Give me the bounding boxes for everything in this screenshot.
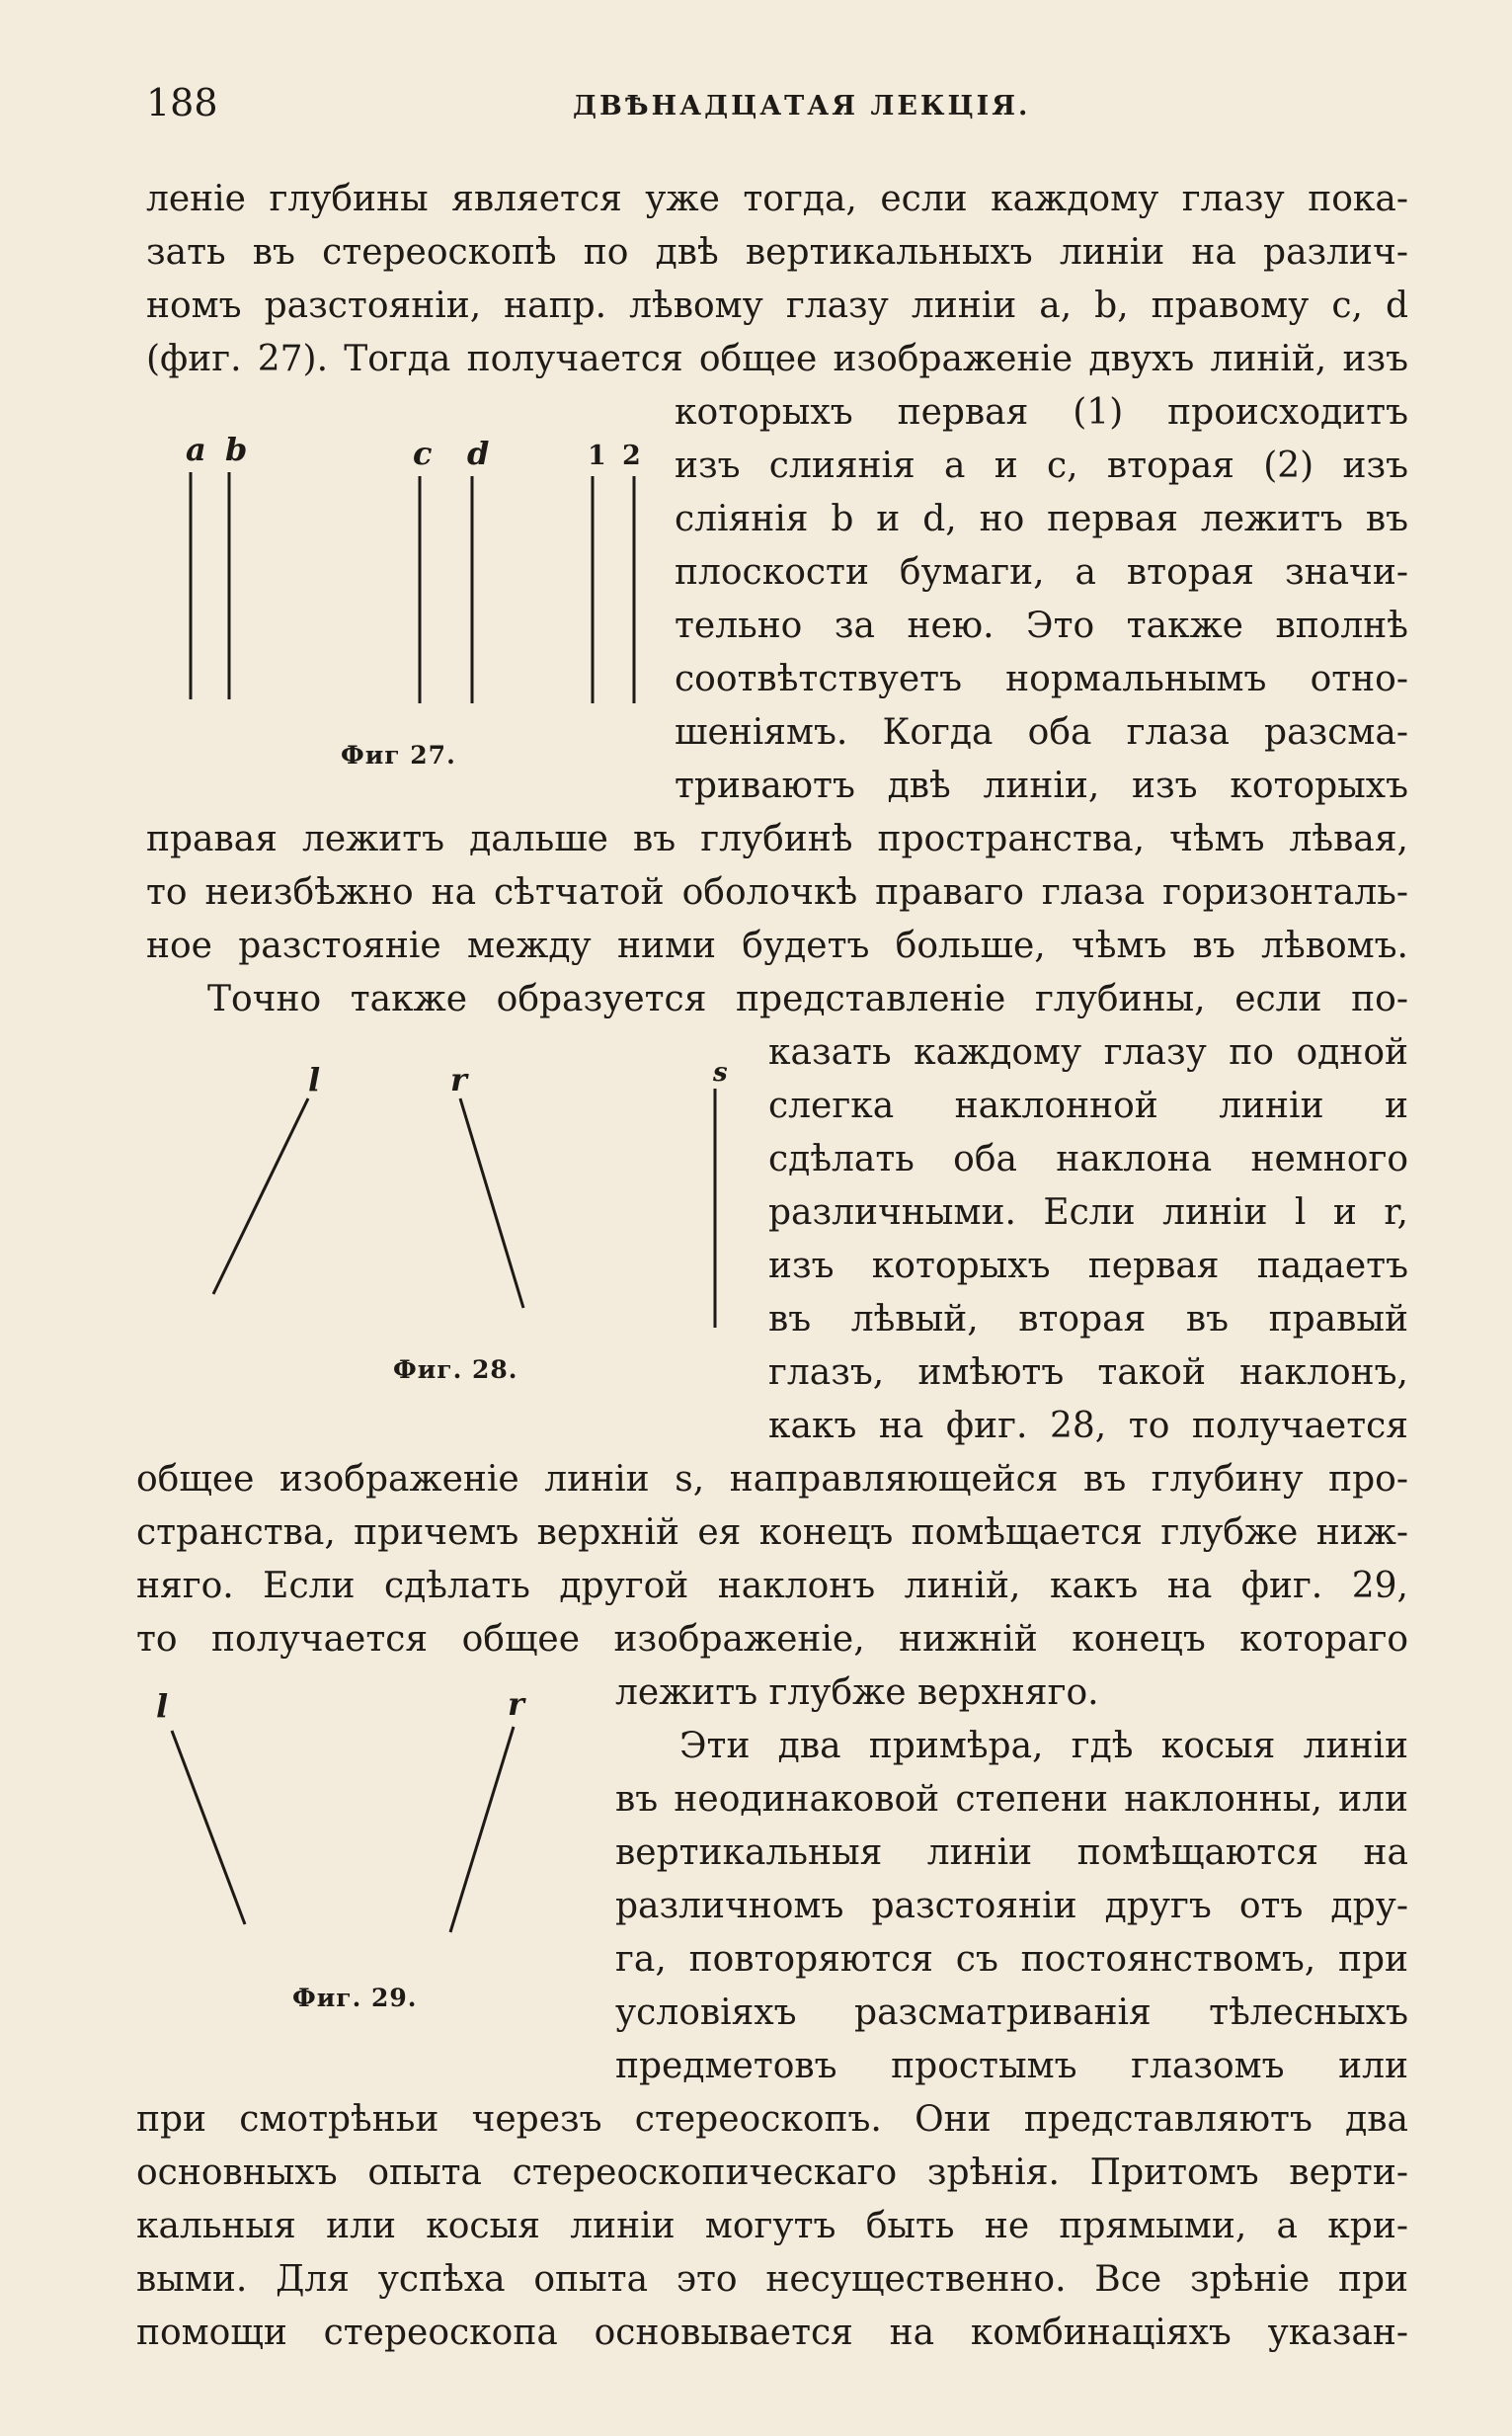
fig27-label-b: b — [225, 431, 248, 468]
text-line: въ неодинаковой степени наклонны, или — [615, 1779, 1408, 1820]
text-line: триваютъ двѣ линіи, изъ которыхъ — [675, 766, 1408, 806]
fig28-label-r: r — [450, 1061, 467, 1098]
text-line: различномъ разстояніи другъ отъ дру- — [615, 1886, 1408, 1926]
fig28-caption: Фиг. 28. — [393, 1355, 518, 1384]
text-line: условіяхъ разсматриванія тѣлесныхъ — [615, 1992, 1408, 2033]
fig27-label-1: 1 — [588, 441, 606, 471]
figure-29 — [0, 0, 612, 2025]
text-line: изъ которыхъ первая падаетъ — [768, 1246, 1408, 1286]
fig27-caption: Фиг 27. — [341, 741, 456, 770]
text-line: вертикальныя линіи помѣщаются на — [615, 1832, 1408, 1873]
text-line: га, повторяются съ постоянствомъ, при — [615, 1939, 1408, 1980]
text-line: шеніямъ. Когда оба глаза разсма- — [675, 712, 1408, 753]
text-line: ное разстояніе между ними будетъ больше, чѣмъ въ лѣвомъ. — [146, 926, 1408, 966]
fig29-line-l — [172, 1731, 245, 1924]
text-line: общее изображеніе линіи s, направляющейся въ глубину про- — [136, 1459, 1408, 1500]
fig29-line-r — [450, 1727, 514, 1932]
text-line: различными. Если линіи l и r, — [768, 1192, 1408, 1233]
text-line: какъ на фиг. 28, то получается — [768, 1406, 1408, 1446]
text-line: соотвѣтствуетъ нормальнымъ отно- — [675, 659, 1408, 699]
fig27-label-c: c — [413, 435, 433, 472]
text-line: Точно также образуется представленіе глубины, если по- — [207, 979, 1408, 1019]
text-line: Эти два примѣра, гдѣ косыя линіи — [679, 1726, 1408, 1766]
text-line: лежитъ глубже верхняго. — [615, 1672, 1099, 1713]
text-line: предметовъ простымъ глазомъ или — [615, 2046, 1408, 2086]
text-line: казать каждому глазу по одной — [768, 1032, 1408, 1073]
fig27-label-d: d — [467, 435, 490, 472]
running-title: ДВѢНАДЦАТАЯ ЛЕКЦІЯ. — [573, 91, 1031, 122]
fig28-label-s: s — [713, 1058, 728, 1088]
text-line: глазъ, имѣютъ такой наклонъ, — [768, 1352, 1408, 1393]
text-line: плоскости бумаги, а вторая значи- — [675, 552, 1408, 593]
text-line: то неизбѣжно на сѣтчатой оболочкѣ праваго глаза горизонталь- — [146, 872, 1408, 913]
text-line: странства, причемъ верхній ея конецъ помѣщается глубже ниж- — [136, 1512, 1408, 1553]
fig27-label-a: a — [186, 431, 206, 468]
text-line: то получается общее изображеніе, нижній конецъ котораго — [136, 1619, 1408, 1660]
text-line: основныхъ опыта стереоскопическаго зрѣнія. Притомъ верти- — [136, 2152, 1408, 2193]
text-line: выми. Для успѣха опыта это несущественно. Все зрѣніе при — [136, 2259, 1408, 2300]
fig29-label-r: r — [508, 1685, 524, 1723]
text-line: зать въ стереоскопѣ по двѣ вертикальныхъ линіи на различ- — [146, 232, 1408, 273]
text-line: правая лежитъ дальше въ глубинѣ пространства, чѣмъ лѣвая, — [146, 819, 1408, 859]
text-line: которыхъ первая (1) происходитъ — [675, 392, 1408, 433]
text-line: изъ слиянія a и c, вторая (2) изъ — [675, 446, 1408, 486]
text-line: сдѣлать оба наклона немного — [768, 1139, 1408, 1179]
page-number: 188 — [146, 81, 218, 124]
text-line: въ лѣвый, вторая въ правый — [768, 1299, 1408, 1340]
text-line: няго. Если сдѣлать другой наклонъ линій, какъ на фиг. 29, — [136, 1566, 1408, 1606]
fig29-caption: Фиг. 29. — [292, 1984, 418, 2012]
text-line: при смотрѣньи черезъ стереоскопъ. Они представляютъ два — [136, 2099, 1408, 2140]
text-line: слегка наклонной линіи и — [768, 1086, 1408, 1126]
text-line: кальныя или косыя линіи могутъ быть не прямыми, а кри- — [136, 2206, 1408, 2246]
fig27-label-2: 2 — [622, 441, 641, 471]
text-line: тельно за нею. Это также вполнѣ — [675, 606, 1408, 646]
fig29-label-l: l — [156, 1687, 169, 1725]
text-line: леніе глубины является уже тогда, если каждому глазу пока- — [146, 179, 1408, 219]
text-line: (фиг. 27). Тогда получается общее изображеніе двухъ линій, изъ — [146, 339, 1408, 379]
fig28-label-l: l — [308, 1061, 321, 1098]
text-line: сліянія b и d, но первая лежитъ въ — [675, 499, 1408, 539]
text-line: номъ разстояніи, напр. лѣвому глазу линіи a, b, правому c, d — [146, 285, 1408, 326]
text-line: помощи стереоскопа основывается на комбинаціяхъ указан- — [136, 2313, 1408, 2353]
